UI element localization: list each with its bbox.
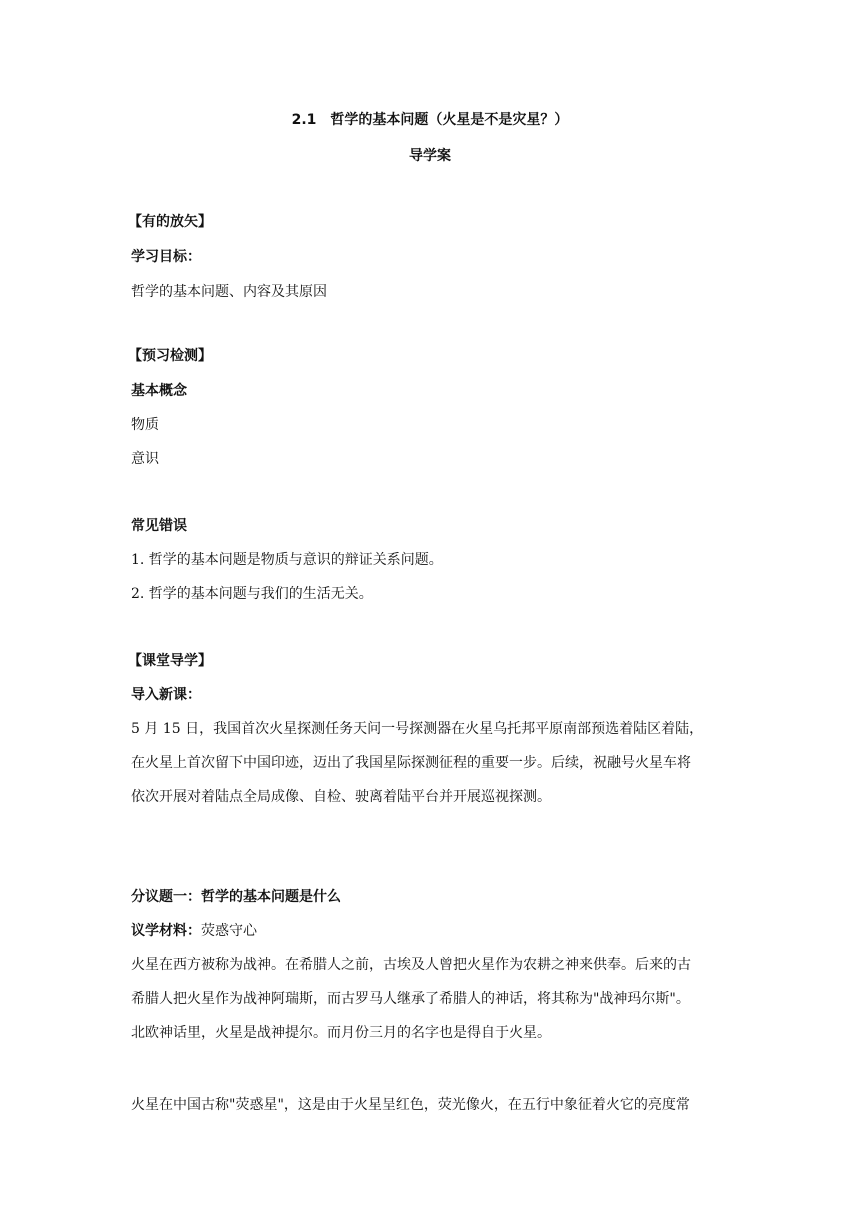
paragraph-line: 北欧神话里，火星是战神提尔。而月份三月的名字也是得自于火星。 xyxy=(131,1025,551,1041)
intro-line: 依次开展对着陆点全局成像、自检、驶离着陆平台并开展巡视探测。 xyxy=(131,789,551,805)
common-errors-label: 常见错误 xyxy=(131,518,187,534)
intro-line: 在火星上首次留下中国印迹，迈出了我国星际探测征程的重要一步。后续，祝融号火星车将 xyxy=(131,755,691,771)
paragraph-line: 希腊人把火星作为战神阿瑞斯，而古罗马人继承了希腊人的神话，将其称为"战神玛尔斯"。 xyxy=(131,991,690,1007)
learning-goals-content: 哲学的基本问题、内容及其原因 xyxy=(131,284,327,300)
material-paragraph-2 xyxy=(131,1088,731,1122)
material-name: 荧惑守心 xyxy=(201,923,257,939)
learning-goals-label: 学习目标： xyxy=(131,249,201,265)
common-error-2: 2. 哲学的基本问题与我们的生活无关。 xyxy=(131,586,373,602)
topic-one-title: 分议题一：哲学的基本问题是什么 xyxy=(131,889,341,905)
basic-concepts-label: 基本概念 xyxy=(131,383,187,399)
intro-label: 导入新课： xyxy=(131,687,201,703)
concept-item-matter: 物质 xyxy=(131,417,159,433)
paragraph-line: 火星在中国古称"荧惑星"，这是由于火星呈红色，荧光像火，在五行中象征着火它的亮度常 xyxy=(131,1097,690,1113)
section-header-goals: 【有的放矢】 xyxy=(128,214,212,230)
material-line xyxy=(131,921,257,941)
document-title: 2.1 哲学的基本问题（火星是不是灾星？） xyxy=(291,112,569,128)
document-subtitle: 导学案 xyxy=(409,148,451,164)
material-paragraph-1 xyxy=(131,948,731,1050)
concept-item-consciousness: 意识 xyxy=(131,451,159,467)
material-label: 议学材料： xyxy=(131,923,201,939)
intro-line: 5 月 15 日，我国首次火星探测任务天问一号探测器在火星乌托邦平原南部预选着陆区着陆， xyxy=(131,721,704,737)
common-error-1: 1. 哲学的基本问题是物质与意识的辩证关系问题。 xyxy=(131,552,443,568)
section-header-classroom: 【课堂导学】 xyxy=(128,653,212,669)
intro-paragraph xyxy=(131,712,731,814)
paragraph-line: 火星在西方被称为战神。在希腊人之前，古埃及人曾把火星作为农耕之神来供奉。后来的古 xyxy=(131,957,691,973)
section-header-preview: 【预习检测】 xyxy=(128,348,212,364)
